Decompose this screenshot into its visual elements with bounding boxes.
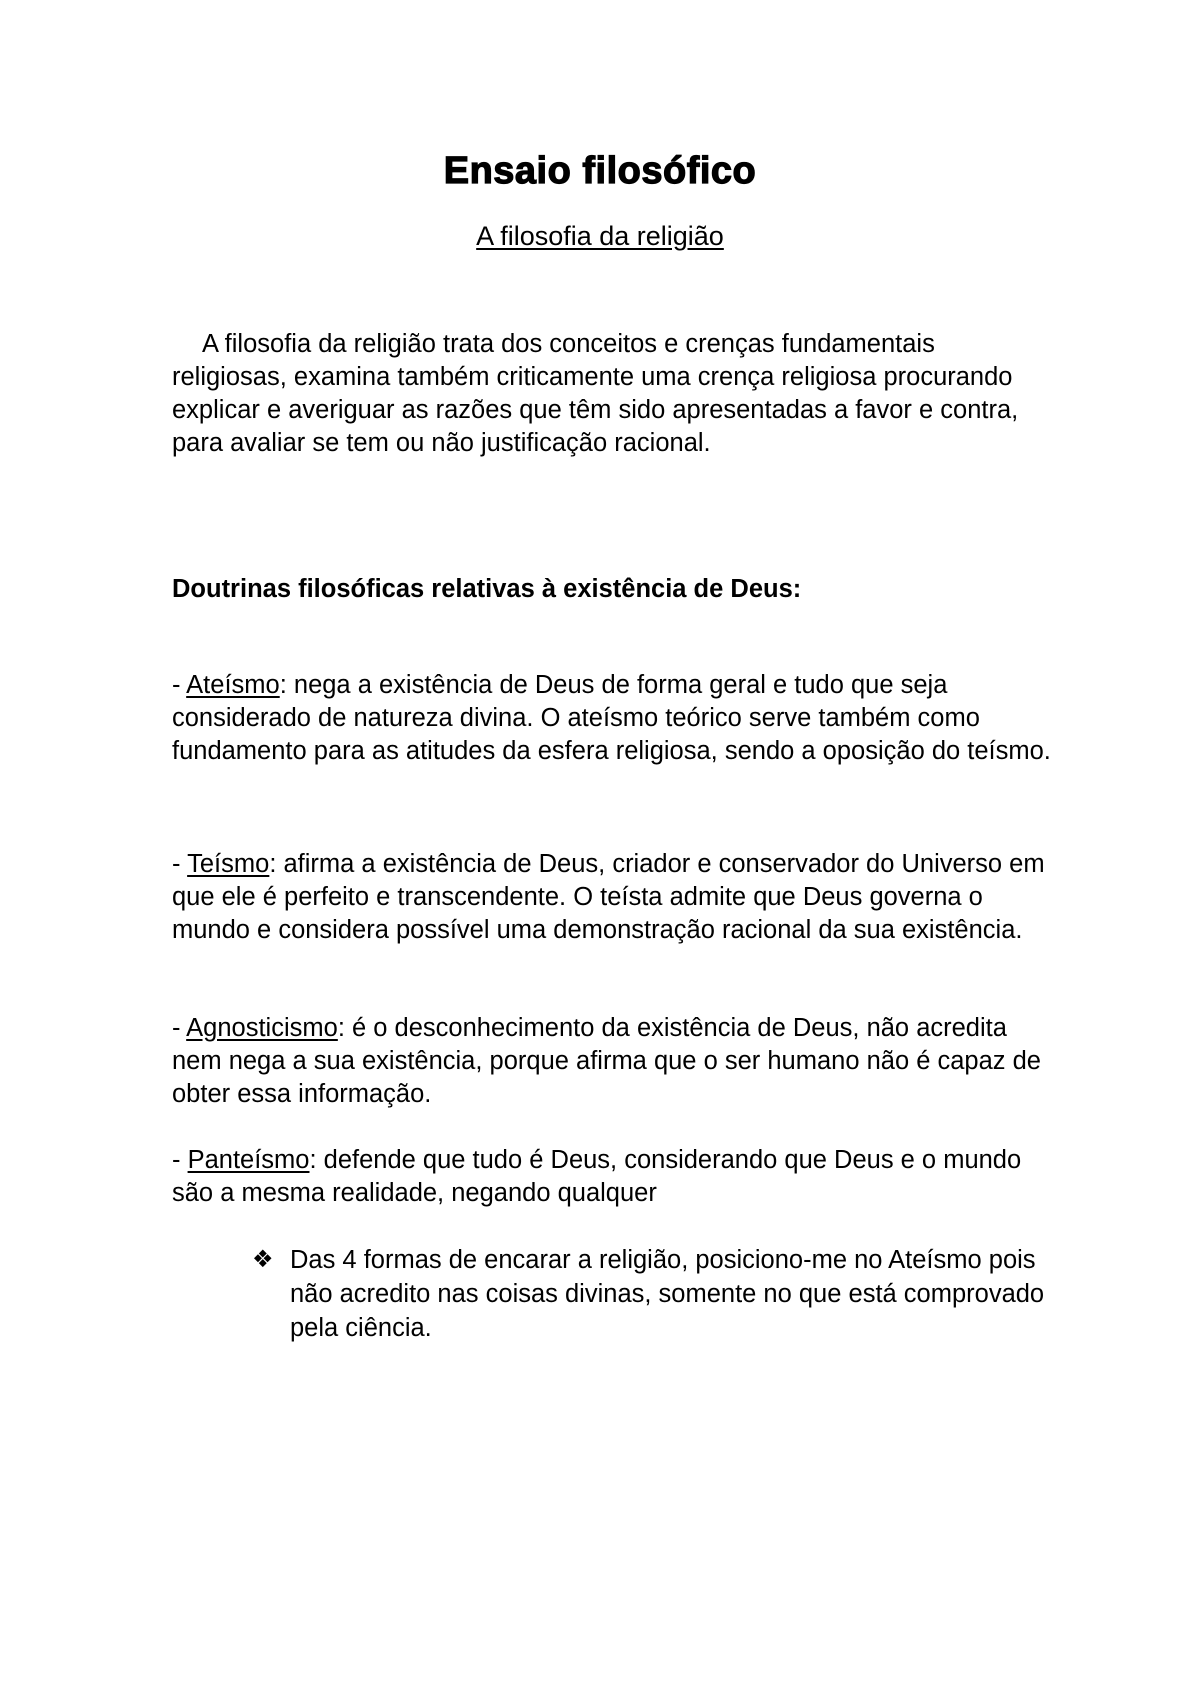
doctrine-text: : defende que tudo é Deus, considerando que Deus e o mundo são a mesma realidade, negando qualquer	[172, 1146, 1022, 1207]
document-title: Ensaio filosófico	[443, 150, 757, 192]
doctrine-prefix: -	[172, 1146, 188, 1174]
intro-text: A filosofia da religião trata dos conceitos e crenças fundamentais religiosas, examina também criticamente uma crença religiosa procurando explicar e averiguar as razões que têm sido apresentadas a favor e contra, para avaliar se tem ou não justificação racional.	[172, 330, 1019, 457]
doctrine-term: Teísmo	[187, 850, 270, 878]
doctrine-term: Ateísmo	[186, 671, 280, 699]
conclusion-text: Das 4 formas de encarar a religião, posiciono-me no Ateísmo pois não acredito nas coisas divinas, somente no que está comprovado pela ciência.	[290, 1246, 1045, 1342]
doctrine-text: : afirma a existência de Deus, criador e conservador do Universo em que ele é perfeito e transcendente. O teísta admite que Deus governa o mundo e considera possível uma demonstração racional da sua existência.	[172, 850, 1045, 944]
intro-paragraph	[172, 328, 1052, 460]
doctrine-text: : é o desconhecimento da existência de Deus, não acredita nem nega a sua existência, porque afirma que o ser humano não é capaz de obter essa informação.	[172, 1014, 1041, 1108]
doctrine-pantheism	[172, 1144, 1052, 1210]
doctrine-agnosticism	[172, 1012, 1052, 1111]
diamond-bullet-icon: ❖	[252, 1246, 274, 1273]
doctrine-prefix: -	[172, 671, 187, 699]
doctrine-prefix: -	[172, 1014, 187, 1042]
doctrine-term: Agnosticismo	[186, 1014, 338, 1042]
section-heading: Doutrinas filosóficas relativas à existência de Deus:	[172, 575, 802, 603]
doctrine-theism	[172, 848, 1052, 947]
doctrine-atheism	[172, 669, 1052, 768]
doctrine-prefix: -	[172, 850, 188, 878]
doctrine-term: Panteísmo	[187, 1146, 310, 1174]
document-subtitle: A filosofia da religião	[476, 221, 724, 251]
doctrine-text: : nega a existência de Deus de forma geral e tudo que seja considerado de natureza divina. O ateísmo teórico serve também como fundamento para as atitudes da esfera religiosa, sendo a oposição do teísmo.	[172, 671, 1051, 765]
